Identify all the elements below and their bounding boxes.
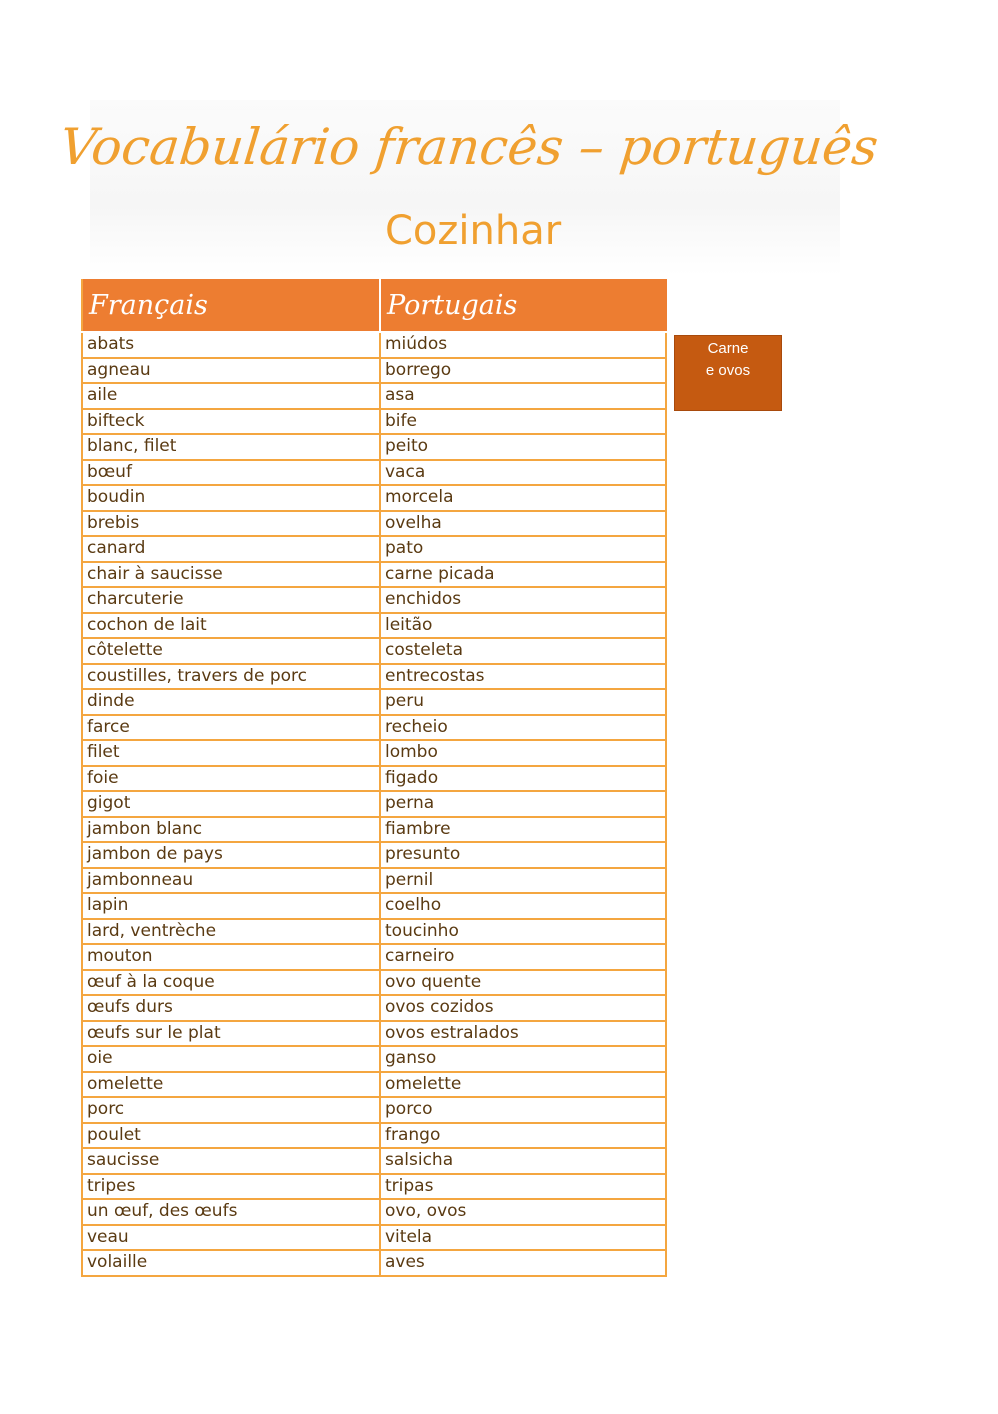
- cell-french: boudin: [82, 485, 380, 511]
- cell-portuguese: vitela: [380, 1225, 666, 1251]
- table-row: [82, 1021, 666, 1047]
- table-row: [82, 383, 666, 409]
- cell-portuguese: enchidos: [380, 587, 666, 613]
- cell-portuguese: pato: [380, 536, 666, 562]
- page-subtitle: Cozinhar: [385, 208, 562, 254]
- table-row: [82, 970, 666, 996]
- cell-portuguese: presunto: [380, 842, 666, 868]
- header-portuguese: Portugais: [380, 279, 666, 332]
- table-row: [82, 1199, 666, 1225]
- table-row: [82, 1123, 666, 1149]
- header-french: Français: [82, 279, 380, 332]
- cell-french: œuf à la coque: [82, 970, 380, 996]
- table-row: [82, 485, 666, 511]
- cell-portuguese: salsicha: [380, 1148, 666, 1174]
- cell-portuguese: ovos estralados: [380, 1021, 666, 1047]
- cell-french: jambon blanc: [82, 817, 380, 843]
- table-row: [82, 638, 666, 664]
- section-label-line2: e ovos: [705, 362, 751, 379]
- cell-portuguese: aves: [380, 1250, 666, 1276]
- cell-french: gigot: [82, 791, 380, 817]
- cell-french: veau: [82, 1225, 380, 1251]
- cell-french: côtelette: [82, 638, 380, 664]
- cell-portuguese: recheio: [380, 715, 666, 741]
- cell-french: poulet: [82, 1123, 380, 1149]
- cell-portuguese: toucinho: [380, 919, 666, 945]
- cell-french: mouton: [82, 944, 380, 970]
- cell-portuguese: coelho: [380, 893, 666, 919]
- cell-portuguese: pernil: [380, 868, 666, 894]
- table-row: [82, 664, 666, 690]
- table-row: [82, 919, 666, 945]
- cell-french: bifteck: [82, 409, 380, 435]
- cell-french: jambonneau: [82, 868, 380, 894]
- cell-french: coustilles, travers de porc: [82, 664, 380, 690]
- cell-french: porc: [82, 1097, 380, 1123]
- table-row: [82, 791, 666, 817]
- cell-portuguese: ovelha: [380, 511, 666, 537]
- table-row: [82, 1072, 666, 1098]
- cell-portuguese: lombo: [380, 740, 666, 766]
- table-row: [82, 1225, 666, 1251]
- cell-french: oie: [82, 1046, 380, 1072]
- cell-portuguese: fiambre: [380, 817, 666, 843]
- cell-french: œufs sur le plat: [82, 1021, 380, 1047]
- cell-portuguese: ovo quente: [380, 970, 666, 996]
- cell-portuguese: entrecostas: [380, 664, 666, 690]
- table-row: [82, 332, 666, 358]
- table-row: [82, 740, 666, 766]
- cell-portuguese: perna: [380, 791, 666, 817]
- vocabulary-table: [81, 279, 667, 1277]
- cell-french: bœuf: [82, 460, 380, 486]
- cell-french: dinde: [82, 689, 380, 715]
- cell-french: lapin: [82, 893, 380, 919]
- cell-french: lard, ventrèche: [82, 919, 380, 945]
- table-row: [82, 995, 666, 1021]
- cell-portuguese: ovo, ovos: [380, 1199, 666, 1225]
- cell-french: tripes: [82, 1174, 380, 1200]
- table-row: [82, 689, 666, 715]
- cell-portuguese: bife: [380, 409, 666, 435]
- table-row: [82, 842, 666, 868]
- cell-portuguese: peru: [380, 689, 666, 715]
- cell-portuguese: omelette: [380, 1072, 666, 1098]
- cell-french: un œuf, des œufs: [82, 1199, 380, 1225]
- cell-portuguese: asa: [380, 383, 666, 409]
- section-label-line1: Carne: [707, 340, 749, 357]
- table-row: [82, 536, 666, 562]
- cell-french: abats: [82, 332, 380, 358]
- cell-french: foie: [82, 766, 380, 792]
- table-row: [82, 893, 666, 919]
- cell-portuguese: ganso: [380, 1046, 666, 1072]
- cell-french: charcuterie: [82, 587, 380, 613]
- cell-portuguese: ovos cozidos: [380, 995, 666, 1021]
- cell-french: œufs durs: [82, 995, 380, 1021]
- table-row: [82, 1148, 666, 1174]
- cell-portuguese: leitão: [380, 613, 666, 639]
- cell-portuguese: costeleta: [380, 638, 666, 664]
- table-row: [82, 766, 666, 792]
- cell-french: chair à saucisse: [82, 562, 380, 588]
- cell-french: canard: [82, 536, 380, 562]
- cell-portuguese: miúdos: [380, 332, 666, 358]
- cell-portuguese: figado: [380, 766, 666, 792]
- cell-portuguese: borrego: [380, 358, 666, 384]
- cell-portuguese: frango: [380, 1123, 666, 1149]
- table-body: [82, 332, 666, 1276]
- table-row: [82, 868, 666, 894]
- cell-portuguese: carneiro: [380, 944, 666, 970]
- cell-french: blanc, filet: [82, 434, 380, 460]
- cell-french: agneau: [82, 358, 380, 384]
- cell-french: volaille: [82, 1250, 380, 1276]
- cell-french: brebis: [82, 511, 380, 537]
- cell-french: omelette: [82, 1072, 380, 1098]
- table-row: [82, 944, 666, 970]
- cell-portuguese: peito: [380, 434, 666, 460]
- table-row: [82, 1174, 666, 1200]
- cell-french: farce: [82, 715, 380, 741]
- table-row: [82, 613, 666, 639]
- table-row: [82, 434, 666, 460]
- table-row: [82, 817, 666, 843]
- table-row: [82, 715, 666, 741]
- cell-french: aile: [82, 383, 380, 409]
- cell-portuguese: carne picada: [380, 562, 666, 588]
- cell-french: cochon de lait: [82, 613, 380, 639]
- table-header-row: [82, 279, 666, 332]
- cell-french: jambon de pays: [82, 842, 380, 868]
- table-row: [82, 587, 666, 613]
- table-row: [82, 562, 666, 588]
- cell-french: filet: [82, 740, 380, 766]
- cell-portuguese: morcela: [380, 485, 666, 511]
- section-label-box: [674, 335, 782, 411]
- cell-portuguese: tripas: [380, 1174, 666, 1200]
- cell-french: saucisse: [82, 1148, 380, 1174]
- page-title: Vocabulário francês – português: [57, 118, 881, 176]
- table-row: [82, 409, 666, 435]
- table-row: [82, 358, 666, 384]
- cell-portuguese: porco: [380, 1097, 666, 1123]
- table-row: [82, 460, 666, 486]
- table-row: [82, 511, 666, 537]
- table-row: [82, 1250, 666, 1276]
- cell-portuguese: vaca: [380, 460, 666, 486]
- table-row: [82, 1046, 666, 1072]
- table-row: [82, 1097, 666, 1123]
